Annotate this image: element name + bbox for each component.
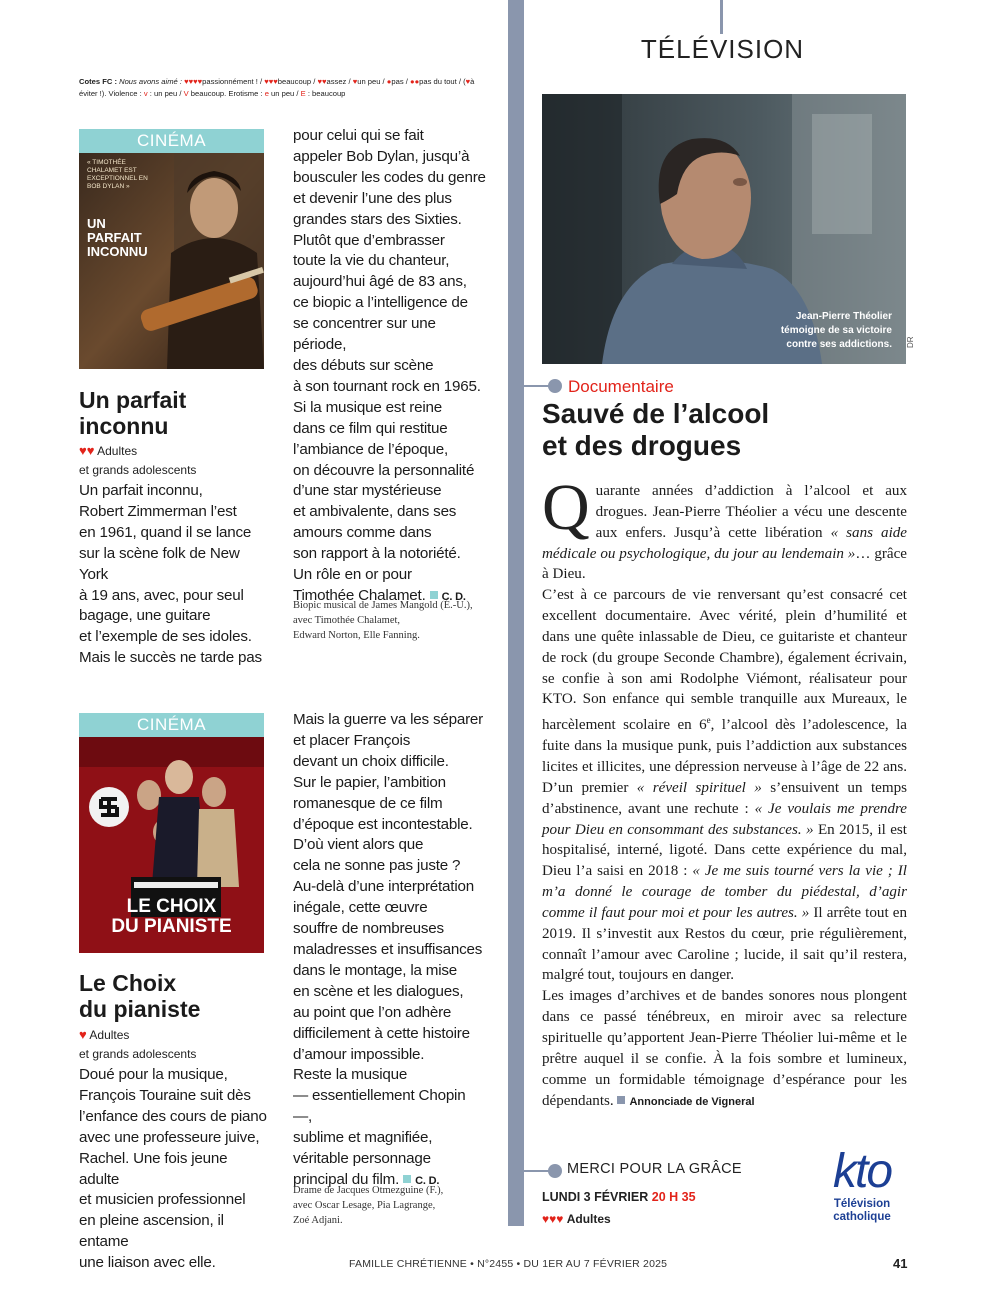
film1-title-line2: inconnu — [79, 413, 169, 439]
kto-logo-mark: kto — [832, 1145, 892, 1198]
text-run: Les images d’archives et de bandes sonores nous plongent dans ce passé ténébreux, en miroir avec sa relecture spirituelle qu’apportent Jean-Pierre Théolier lui-même et le prêtre auquel il se confie. À la fois sombre et lumineux, comme un formidable témoignage d’espérance pour les dépendants. — [542, 988, 907, 1109]
film1-credits — [293, 598, 473, 643]
legend-text: pas du tout / ( — [419, 77, 466, 86]
kto-logo-line2: catholique — [833, 1211, 891, 1223]
review-line: à 19 ans, avec, pour seul — [79, 586, 244, 604]
film2-rating — [79, 1025, 196, 1064]
quote-run: « réveil spirituel » — [636, 779, 762, 796]
heart-icon: ♥♥ — [317, 77, 327, 86]
signature-square-icon — [617, 1096, 625, 1104]
signature-square-icon — [403, 1175, 411, 1183]
credits-line: avec Oscar Lesage, Pia Lagrange, — [293, 1200, 436, 1211]
legend-text: à éviter !). Violence : — [79, 77, 475, 98]
film2-credits — [293, 1183, 443, 1228]
review-line: cela ne sonne pas juste ? — [293, 857, 461, 875]
text-run: En 2015, il est hospitalisé, interné, ligoté. Dans cette expérience du mal, Dieu l’a saisi en 2018 : — [542, 821, 907, 880]
film1-title-line1: Un parfait — [79, 387, 187, 413]
film1-poster-title: UN PARFAIT INCONNU — [87, 216, 148, 259]
superscript: e — [706, 715, 711, 726]
review-line: l’enfance des cours de piano — [79, 1107, 267, 1125]
legend-aime: Nous avons aimé : — [119, 77, 182, 86]
review-line: souffre de nombreuses — [293, 920, 444, 938]
film1-audience: Adultes — [97, 444, 138, 458]
documentary-kicker: Documentaire — [568, 377, 674, 396]
review-line: Robert Zimmerman l’est — [79, 502, 237, 520]
review-line: aujourd’hui âgé de 83 ans, — [293, 273, 467, 291]
review-line: d’amour impossible. — [293, 1045, 425, 1063]
film2-text-col2 — [293, 710, 488, 1192]
review-line: pour celui qui se fait — [293, 127, 424, 144]
review-line: Si la musique est reine — [293, 398, 443, 416]
heart-icon: ♥ — [79, 1027, 87, 1042]
review-line: et musicien professionnel — [79, 1191, 246, 1209]
kicker-line — [524, 385, 554, 387]
review-line: au point que l’on adhère — [293, 1003, 452, 1021]
review-line: Un parfait inconnu, — [79, 482, 203, 499]
review-line: D’où vient alors que — [293, 836, 424, 854]
legend-text: : beaucoup — [307, 89, 346, 98]
review-line: principal du film. C. D. — [293, 1170, 440, 1188]
page-number: 41 — [893, 1256, 908, 1271]
review-line: Mais la guerre va les séparer — [293, 711, 484, 728]
review-line: et devenir l’une des plus — [293, 189, 452, 207]
legend-text: assez / — [326, 77, 351, 86]
film1-title — [79, 387, 186, 439]
film1-text-col1 — [79, 481, 269, 669]
legend-text: : un peu / — [149, 89, 182, 98]
section-title: TÉLÉVISION — [640, 34, 805, 64]
film2-audience-line2: et grands adolescents — [79, 1047, 197, 1061]
review-line: d’une star mystérieuse — [293, 482, 442, 500]
legend-text: passionnément ! / — [202, 77, 263, 86]
heart-icon: ♥♥♥ — [542, 1212, 564, 1226]
drop-cap: Q — [542, 471, 590, 544]
review-line: Mais le succès ne tarde pas — [79, 649, 262, 667]
review-line: Plutôt que d’embrasser — [293, 231, 445, 249]
review-line: dans le montage, la mise — [293, 961, 458, 979]
photo-caption — [781, 310, 892, 352]
review-line: sublime et magnifiée, — [293, 1129, 433, 1147]
film1-tag: CINÉMA — [79, 129, 264, 153]
quote-run: « Je voulais me prendre pour Dieu en consommant des substances. » — [542, 800, 908, 838]
text-run: s’ensuivent un temps d’abstinence, avant une rechute : — [542, 779, 908, 817]
credits-line: Drame de Jacques Otmezguine (F.), — [293, 1185, 444, 1196]
review-line: inégale, cette œuvre — [293, 899, 428, 917]
review-line: maladresses et insuffisances — [293, 940, 483, 958]
review-line: à son tournant rock en 1965. — [293, 377, 481, 395]
review-line: difficilement à cette histoire — [293, 1024, 470, 1042]
film2-title — [79, 970, 200, 1022]
review-line: des débuts sur scène — [293, 356, 434, 374]
review-line: son rapport à la notoriété. — [293, 545, 461, 563]
program-date: LUNDI 3 FÉVRIER — [542, 1190, 649, 1204]
film1-audience-line2: et grands adolescents — [79, 463, 197, 477]
photo-caption-line3: contre ses addictions. — [786, 339, 892, 350]
documentary-paragraph-1 — [542, 471, 908, 585]
quote-run: « Je me suis tourné vers la vie ; Il m’a donné le courage de tomber du piédestal, d’agir comme il faut pour moi et pour les autres. » — [542, 863, 907, 921]
review-signature: C. D. — [441, 590, 466, 603]
documentary-body — [542, 471, 908, 1112]
film1-poster-quote: « TIMOTHÉE CHALAMET EST EXCEPTIONNEL EN BOB DYLAN » — [87, 159, 148, 190]
review-line: Timothée Chalamet. C. D. — [293, 586, 466, 604]
review-line: toute la vie du chanteur, — [293, 252, 450, 270]
review-line: en 1961, quand il se lance — [79, 523, 252, 541]
review-line: Reste la musique — [293, 1066, 408, 1084]
dot-icon: ● — [386, 77, 392, 86]
legend-text: un peu / — [271, 89, 299, 98]
documentary-title — [542, 398, 769, 462]
review-line: — essentiellement Chopin —, — [293, 1087, 466, 1126]
credits-line: Zoé Adjani. — [293, 1215, 343, 1226]
credits-line: Biopic musical de James Mangold (É.-U.), — [293, 600, 473, 611]
legend-e: e — [264, 89, 269, 98]
review-line: et placer François — [293, 731, 411, 749]
review-line: et ambivalente, dans ses — [293, 503, 457, 521]
review-line: se concentrer sur une période, — [293, 315, 436, 354]
review-line: et l’exemple de ses idoles. — [79, 628, 252, 646]
program-audience: Adultes — [566, 1212, 611, 1226]
legend-E: E — [300, 89, 306, 98]
film2-title-line1: Le Choix — [79, 970, 177, 996]
review-line: appeler Bob Dylan, jusqu’à — [293, 147, 470, 165]
review-line: ce biopic a l’intelligence de — [293, 294, 468, 312]
program-rating — [542, 1212, 611, 1226]
program-line — [524, 1170, 554, 1172]
film1-poster-image — [79, 153, 264, 369]
kto-logo — [812, 1146, 912, 1224]
documentary-photo — [542, 94, 906, 364]
review-line: romanesque de ce film — [293, 794, 443, 812]
documentary-paragraph-2 — [542, 585, 907, 986]
rating-legend — [79, 76, 479, 100]
section-tick — [720, 0, 723, 34]
dot-icon: ●● — [409, 77, 420, 86]
documentary-paragraph-3 — [542, 986, 907, 1112]
film2-text-col1 — [79, 1065, 269, 1274]
review-line: François Touraine suit dès — [79, 1086, 251, 1104]
heart-icon: ♥♥♥ — [264, 77, 278, 86]
film2-poster-title — [79, 897, 264, 937]
review-line: on découvre la personnalité — [293, 461, 475, 479]
legend-text: beaucoup / — [277, 77, 316, 86]
legend-V: V — [183, 89, 189, 98]
review-line: grandes stars des Sixties. — [293, 210, 462, 228]
program-time: 20 H 35 — [651, 1190, 696, 1204]
column-divider — [508, 0, 524, 1226]
review-line: Doué pour la musique, — [79, 1066, 228, 1083]
text-run: … grâce à Dieu. — [542, 545, 907, 583]
documentary-signature: Annonciade de Vigneral — [629, 1095, 755, 1108]
film2-title-line2: du pianiste — [79, 996, 201, 1022]
review-line: l’ambiance de l’époque, — [293, 440, 448, 458]
heart-icon: ♥♥♥♥ — [184, 77, 203, 86]
film2-poster-title-line1: LE CHOIX — [126, 896, 217, 917]
text-run: , l’alcool dès l’adolescence, la fuite dans la musique punk, puis l’addiction aux substances licites et illicites, une dépression nerveuse à l’âge de 22 ans. D’un premier — [542, 717, 907, 796]
review-line: bousculer les codes du genre — [293, 168, 486, 186]
photo-caption-line1: Jean-Pierre Théolier — [795, 311, 892, 322]
review-line: amours comme dans — [293, 524, 432, 542]
magazine-issue: FAMILLE CHRÉTIENNE • N°2455 • DU 1ER AU 7 FÉVRIER 2025 — [349, 1258, 668, 1270]
documentary-title-line2: et des drogues — [542, 430, 742, 461]
program-title: MERCI POUR LA GRÂCE — [567, 1161, 742, 1177]
review-line: Au-delà d’une interprétation — [293, 878, 474, 896]
review-line: Rachel. Une fois jeune adulte — [79, 1149, 228, 1188]
documentary-title-line1: Sauvé de l’alcool — [542, 398, 770, 429]
film2-poster-title-line2: DU PIANISTE — [111, 916, 232, 937]
text-run: C’est à ce parcours de vie renversant qu’est consacré cet excellent documentaire. Avec vérité, plein d’humilité et dans une quête inlassable de Dieu, ce guitariste et chanteur de rock (du groupe Seconde Chambre), également écrivain, se confie à son ami Rodolphe Viémont, réalisateur pour KTO. Son enfance qui semble tranquille aux Mureaux, le harcèlement scolaire en 6 — [542, 587, 907, 734]
review-line: en scène et les dialogues, — [293, 982, 464, 1000]
credits-line: avec Timothée Chalamet, — [293, 615, 401, 626]
quote-run: « sans aide médicale ou psychologique, du jour au lendemain » — [542, 524, 908, 562]
review-line: Un rôle en or pour — [293, 566, 412, 584]
kto-logo-line1: Télévision — [833, 1198, 891, 1210]
credits-line: Edward Norton, Elle Fanning. — [293, 630, 420, 641]
photo-credit: DR — [906, 336, 915, 348]
film2-poster-image — [79, 737, 264, 953]
review-line: en pleine ascension, il entame — [79, 1212, 224, 1251]
program-schedule — [542, 1190, 696, 1204]
review-line: bagage, une guitare — [79, 607, 211, 625]
film2-tag: CINÉMA — [79, 713, 264, 737]
photo-caption-line2: témoigne de sa victoire — [780, 325, 892, 336]
film2-poster — [79, 713, 264, 953]
legend-v: v — [143, 89, 148, 98]
review-line: devant un choix difficile. — [293, 752, 449, 770]
heart-icon: ♥ — [352, 77, 358, 86]
review-line: véritable personnage — [293, 1150, 431, 1168]
film2-audience: Adultes — [89, 1028, 130, 1042]
film1-text-col2 — [293, 126, 488, 608]
heart-icon: ♥♥ — [79, 443, 95, 458]
review-line: avec une professeure juive, — [79, 1128, 260, 1146]
heart-icon: ♥ — [465, 77, 471, 86]
review-line: dans ce film qui restitue — [293, 419, 448, 437]
legend-text: pas / — [391, 77, 408, 86]
legend-text: beaucoup. Erotisme : — [190, 89, 263, 98]
review-line: sur la scène folk de New York — [79, 544, 240, 583]
text-run: Il arrête tout en 2019. Il s’investit aux Restos du cœur, prie régulièrement, connaît l’amour avec Caroline ; lucide, il sait qu’il restera, malgré tout, toujours en danger. — [542, 904, 907, 984]
review-signature: C. D. — [415, 1174, 440, 1187]
text-run: uarante années d’addiction à l’alcool et aux drogues. Jean-Pierre Théolier a vécu une descente aux enfers. Jusqu’à cette libération — [595, 483, 907, 541]
film1-rating — [79, 441, 196, 480]
review-line: d’époque est incontestable. — [293, 815, 473, 833]
legend-text: un peu / — [357, 77, 385, 86]
review-line: Sur le papier, l’ambition — [293, 773, 446, 791]
legend-label: Cotes FC : — [79, 77, 117, 86]
review-line: une liaison avec elle. — [79, 1254, 216, 1272]
film1-poster — [79, 129, 264, 369]
